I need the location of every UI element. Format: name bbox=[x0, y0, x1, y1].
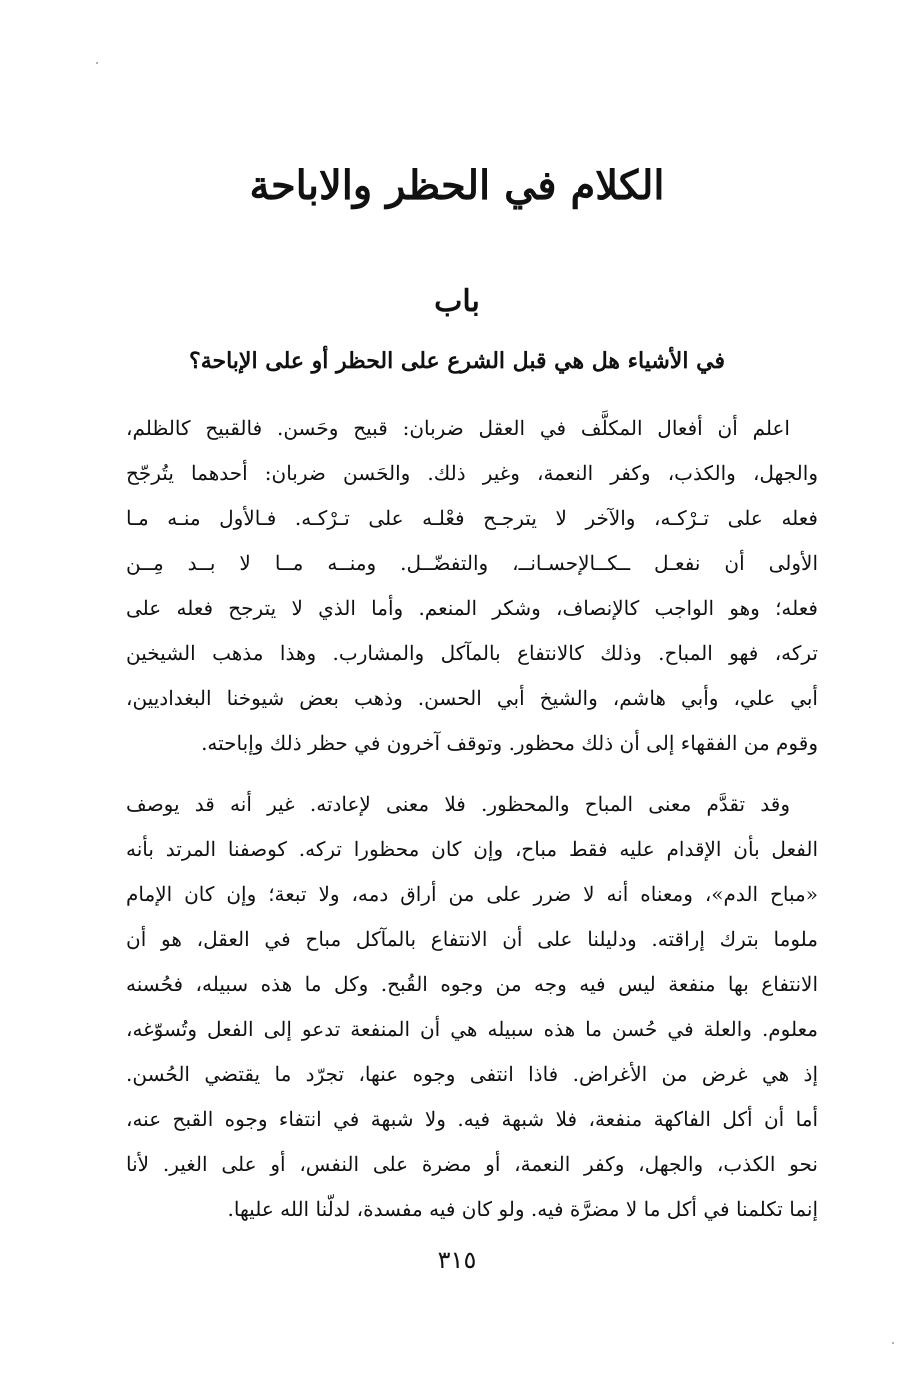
text-line: اعلم أن أفعال المكلَّف في العقل ضربان: قبيح وحَسن. فالقبيح كالظلم، bbox=[126, 416, 790, 440]
text-line: وقوم من الفقهاء إلى أن ذلك محظور. وتوقف آخرون في حظر ذلك وإباحته. bbox=[201, 731, 818, 755]
text-line: والجهل، والكذب، وكفر النعمة، وغير ذلك. والحَسن ضربان: أحدهما يتُرجّح bbox=[126, 461, 818, 485]
text-line: الفعل بأن الإقدام عليه فقط مباح، وإن كان محظورا تركه. كوصفنا المرتد بأنه bbox=[126, 837, 818, 861]
chapter-title: الكلام في الحظر والاباحة bbox=[249, 162, 665, 209]
text-line: تركه، فهو المباح. وذلك كالانتفاع بالمآكل والمشارب. وهذا مذهب الشيخين bbox=[126, 641, 818, 665]
text-line: فعله على تـرْكـه، والآخر لا يترجـح فعْلـه على تـرْكـه. فـالأول منـه مـا bbox=[126, 506, 818, 530]
paragraph-2 bbox=[126, 782, 818, 1232]
text-line: فعله؛ وهو الواجب كالإنصاف، وشكر المنعم. وأما الذي لا يترجح فعله على bbox=[126, 596, 818, 620]
scan-speck bbox=[96, 62, 98, 64]
scan-speck bbox=[892, 1342, 894, 1344]
text-line: إنما تكلمنا في أكل ما لا مضرَّة فيه. ولو كان فيه مفسدة، لدلّنا الله عليها. bbox=[227, 1197, 818, 1221]
page-number: ٣١٥ bbox=[437, 1246, 477, 1274]
text-line: الانتفاع بها منفعة ليس فيه وجه من وجوه القُبح. وكل ما هذه سبيله، فحُسنه bbox=[126, 972, 818, 996]
text-line: أما أن أكل الفاكهة منفعة، فلا شبهة فيه. ولا شبهة في انتفاء وجوه القبح عنه، bbox=[126, 1107, 818, 1131]
text-line: ملوما بترك إراقته. ودليلنا على أن الانتفاع بالمآكل مباح في العقل، هو أن bbox=[126, 927, 818, 951]
paragraph-1 bbox=[126, 406, 818, 766]
text-line: الأولى أن نفعـل ــكــالإحسـانــ، والتفضّــل. ومنــه مــا لا بــد مِــن bbox=[126, 551, 818, 575]
text-line: إذ هي غرض من الأغراض. فاذا انتفى وجوه عنها، تجرّد ما يقتضي الحُسن. bbox=[126, 1062, 818, 1086]
section-label: باب bbox=[434, 284, 480, 319]
text-line: معلوم. والعلة في حُسن ما هذه سبيله هي أن المنفعة تدعو إلى الفعل وتُسوّغه، bbox=[126, 1017, 818, 1041]
text-line: نحو الكذب، والجهل، وكفر النعمة، أو مضرة على النفس، أو على الغير. لأنا bbox=[126, 1152, 818, 1176]
text-line: «مباح الدم»، ومعناه أنه لا ضرر على من أراق دمه، ولا تبعة؛ وإن كان الإمام bbox=[126, 882, 818, 906]
text-line: وقد تقدَّم معنى المباح والمحظور. فلا معنى لإعادته. غير أنه قد يوصف bbox=[126, 792, 790, 816]
section-subtitle: في الأشياء هل هي قبل الشرع على الحظر أو على الإباحة؟ bbox=[189, 348, 725, 374]
text-line: أبي علي، وأبي هاشم، والشيخ أبي الحسن. وذهب بعض شيوخنا البغداديين، bbox=[126, 686, 818, 710]
